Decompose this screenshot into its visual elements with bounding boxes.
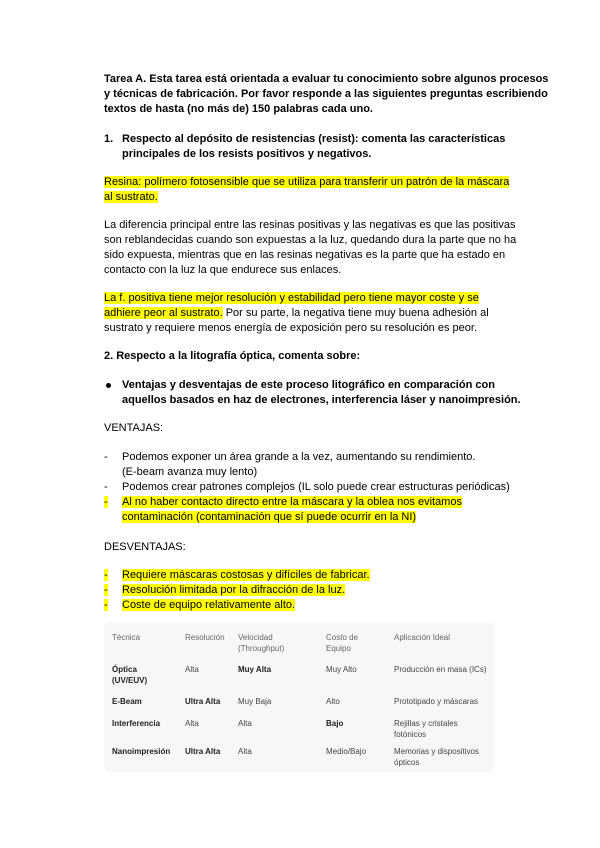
paragraph-text: Por su parte, la negativa tiene muy buena adhesión al bbox=[222, 307, 489, 319]
intro-line: y técnicas de fabricación. Por favor responde a las siguientes preguntas escribiendo bbox=[104, 88, 548, 100]
paragraph-line: sido expuesta, mientras que en las resinas negativas es la parte que ha estado en bbox=[104, 249, 506, 261]
highlighted-text: al sustrato. bbox=[104, 191, 158, 203]
highlighted-text: adhiere peor al sustrato. bbox=[104, 307, 223, 319]
bullet-line: aquellos basados en haz de electrones, interferencia láser y nanoimpresión. bbox=[122, 394, 521, 406]
table-header-cell: Técnica bbox=[112, 633, 141, 642]
list-item: Resolución limitada por la difracción de la luz. bbox=[122, 584, 346, 596]
list-item: Al no haber contacto directo entre la máscara y la oblea nos evitamos bbox=[122, 496, 462, 508]
table-cell: Memorias y dispositivos ópticos bbox=[394, 747, 479, 767]
dash-marker: - bbox=[104, 599, 108, 611]
question-line: principales de los resists positivos y negativos. bbox=[122, 148, 372, 160]
list-item: (E-beam avanza muy lento) bbox=[122, 466, 258, 478]
dash-marker: - bbox=[104, 496, 108, 508]
list-item: Coste de equipo relativamente alto. bbox=[122, 599, 296, 611]
table-header-cell: Aplicación Ideal bbox=[394, 633, 451, 642]
table-header-cell: Velocidad (Throughput) bbox=[238, 633, 285, 653]
paragraph-line: La diferencia principal entre las resinas positivas y las negativas es que las positivas bbox=[104, 219, 516, 231]
table-cell: Bajo bbox=[326, 719, 344, 728]
desventajas-heading: DESVENTAJAS: bbox=[104, 541, 186, 553]
dash-marker: - bbox=[104, 584, 108, 596]
question-2: 2. Respecto a la litografía óptica, comenta sobre: bbox=[104, 350, 361, 362]
table-cell: Alta bbox=[185, 665, 199, 674]
table-cell: Medio/Bajo bbox=[326, 747, 367, 756]
table-cell: Producción en masa (ICs) bbox=[394, 665, 487, 674]
intro-line: Tarea A. Esta tarea está orientada a evaluar tu conocimiento sobre algunos procesos bbox=[104, 73, 549, 85]
table-cell: Alta bbox=[238, 747, 252, 756]
table-cell: Rejillas y cristales fotónicos bbox=[394, 719, 458, 739]
table-cell: Muy Alta bbox=[238, 665, 272, 674]
table-header-cell: Resolución bbox=[185, 633, 225, 642]
table-cell: Interferencia bbox=[112, 719, 161, 728]
dash-marker: - bbox=[104, 481, 108, 493]
comparison-table bbox=[104, 622, 494, 772]
highlighted-text: La f. positiva tiene mejor resolución y estabilidad pero tiene mayor coste y se bbox=[104, 292, 479, 304]
dash-marker: - bbox=[104, 569, 108, 581]
table-cell: Óptica (UV/EUV) bbox=[112, 665, 148, 685]
dash-marker: - bbox=[104, 451, 108, 463]
bullet-icon bbox=[106, 383, 111, 388]
list-item: Podemos crear patrones complejos (IL solo puede crear estructuras periódicas) bbox=[122, 481, 510, 493]
table-cell: Ultra Alta bbox=[185, 697, 221, 706]
question-number: 1. bbox=[104, 133, 114, 145]
table-cell: Muy Baja bbox=[238, 697, 272, 706]
list-item: contaminación (contaminación que sí puede ocurrir en la NI) bbox=[122, 511, 417, 523]
table-cell: E-Beam bbox=[112, 697, 142, 706]
paragraph-line: sustrato y requiere menos energía de exposición pero su resolución es peor. bbox=[104, 322, 477, 334]
list-item: Requiere máscaras costosas y difíciles de fabricar. bbox=[122, 569, 370, 581]
paragraph-line: son reblandecidas cuando son expuestas a la luz, quedando dura la parte que no ha bbox=[104, 234, 517, 246]
table-cell: Ultra Alta bbox=[185, 747, 221, 756]
table-cell: Muy Alto bbox=[326, 665, 357, 674]
table-cell: Alta bbox=[238, 719, 252, 728]
ventajas-heading: VENTAJAS: bbox=[104, 422, 164, 434]
highlighted-text: Resina: polímero fotosensible que se utiliza para transferir un patrón de la máscara bbox=[104, 176, 510, 188]
list-item: Podemos exponer un área grande a la vez, aumentando su rendimiento. bbox=[122, 451, 476, 463]
table-cell: Alta bbox=[185, 719, 199, 728]
table-cell: Alto bbox=[326, 697, 340, 706]
intro-line: textos de hasta (no más de) 150 palabras cada uno. bbox=[104, 103, 373, 115]
table-header-cell: Costo de Equipo bbox=[326, 633, 359, 653]
question-line: Respecto al depósito de resistencias (resist): comenta las características bbox=[122, 133, 506, 145]
table-cell: Nanoimpresión bbox=[112, 747, 171, 756]
paragraph-line: contacto con la luz la que endurece sus enlaces. bbox=[104, 264, 342, 276]
table-cell: Prototipado y máscaras bbox=[394, 697, 479, 706]
bullet-line: Ventajas y desventajas de este proceso litográfico en comparación con bbox=[122, 379, 495, 391]
